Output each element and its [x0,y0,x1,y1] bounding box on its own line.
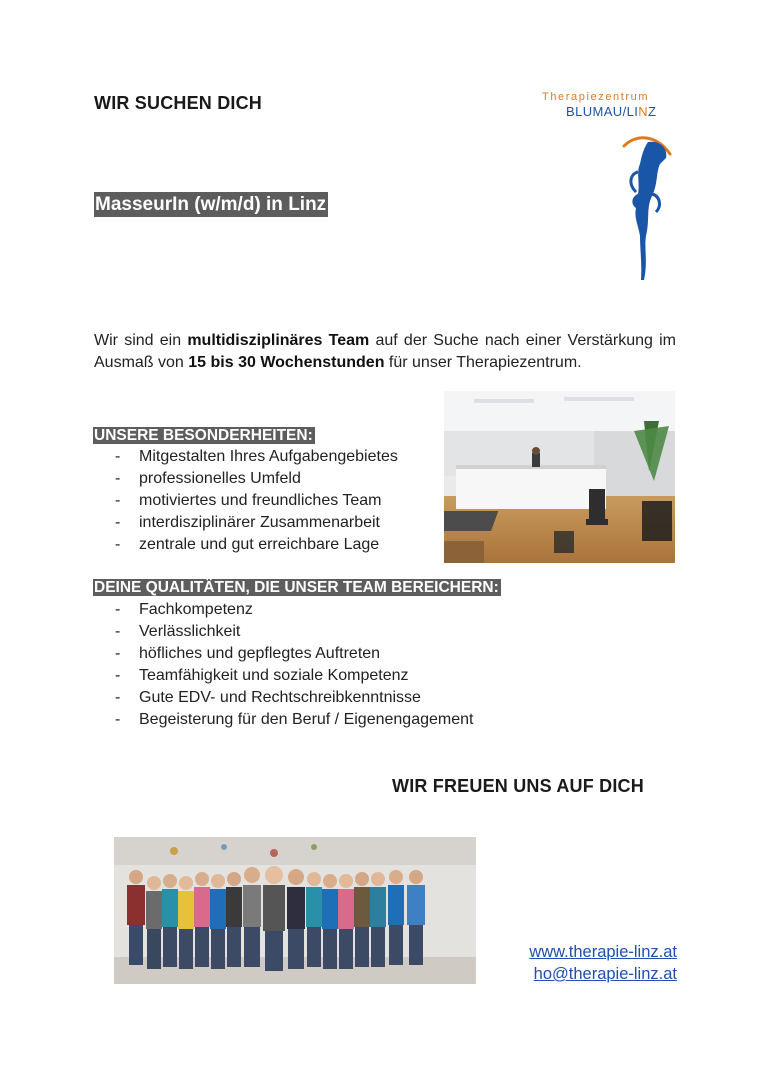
list-item: - höfliches und gepflegtes Auftreten [93,643,473,665]
list-item: - zentrale und gut erreichbare Lage [93,534,398,556]
list-item: - professionelles Umfeld [93,468,398,490]
website-link[interactable]: www.therapie-linz.at [529,943,677,961]
list-item: - Fachkompetenz [93,599,473,621]
page-heading: WIR SUCHEN DICH [94,93,262,113]
logo-figure-icon [616,124,678,284]
job-title: MasseurIn (w/m/d) in Linz [95,194,327,215]
list-item: - Begeisterung für den Beruf / Eigenengagement [93,709,473,731]
features-list [93,446,398,556]
email-link[interactable]: ho@therapie-linz.at [533,965,677,983]
qualities-heading: DEINE QUALITÄTEN, DIE UNSER TEAM BEREICHERN: [94,579,499,596]
clinic-reception-photo [444,391,675,563]
intro-paragraph: Wir sind ein multidisziplinäres Team auf der Suche nach einer Verstärkung im Ausmaß von 15 bis 30 Wochenstunden für unser Therapiezentrum. [94,332,677,371]
team-photo [114,837,476,984]
logo-text-line2: BLUMAU/LINZ [566,104,657,119]
contact-block [470,941,677,985]
list-item: - Teamfähigkeit und soziale Kompetenz [93,665,473,687]
features-heading: UNSERE BESONDERHEITEN: [94,427,313,444]
list-item: - interdisziplinärer Zusammenarbeit [93,512,398,534]
list-item: - Verlässlichkeit [93,621,473,643]
list-item: - Mitgestalten Ihres Aufgabengebietes [93,446,398,468]
list-item: - motiviertes und freundliches Team [93,490,398,512]
closing-heading: WIR FREUEN UNS AUF DICH [392,776,644,796]
qualities-list [93,599,473,731]
list-item: - Gute EDV- und Rechtschreibkenntnisse [93,687,473,709]
logo-text-line1: Therapiezentrum [542,91,650,103]
